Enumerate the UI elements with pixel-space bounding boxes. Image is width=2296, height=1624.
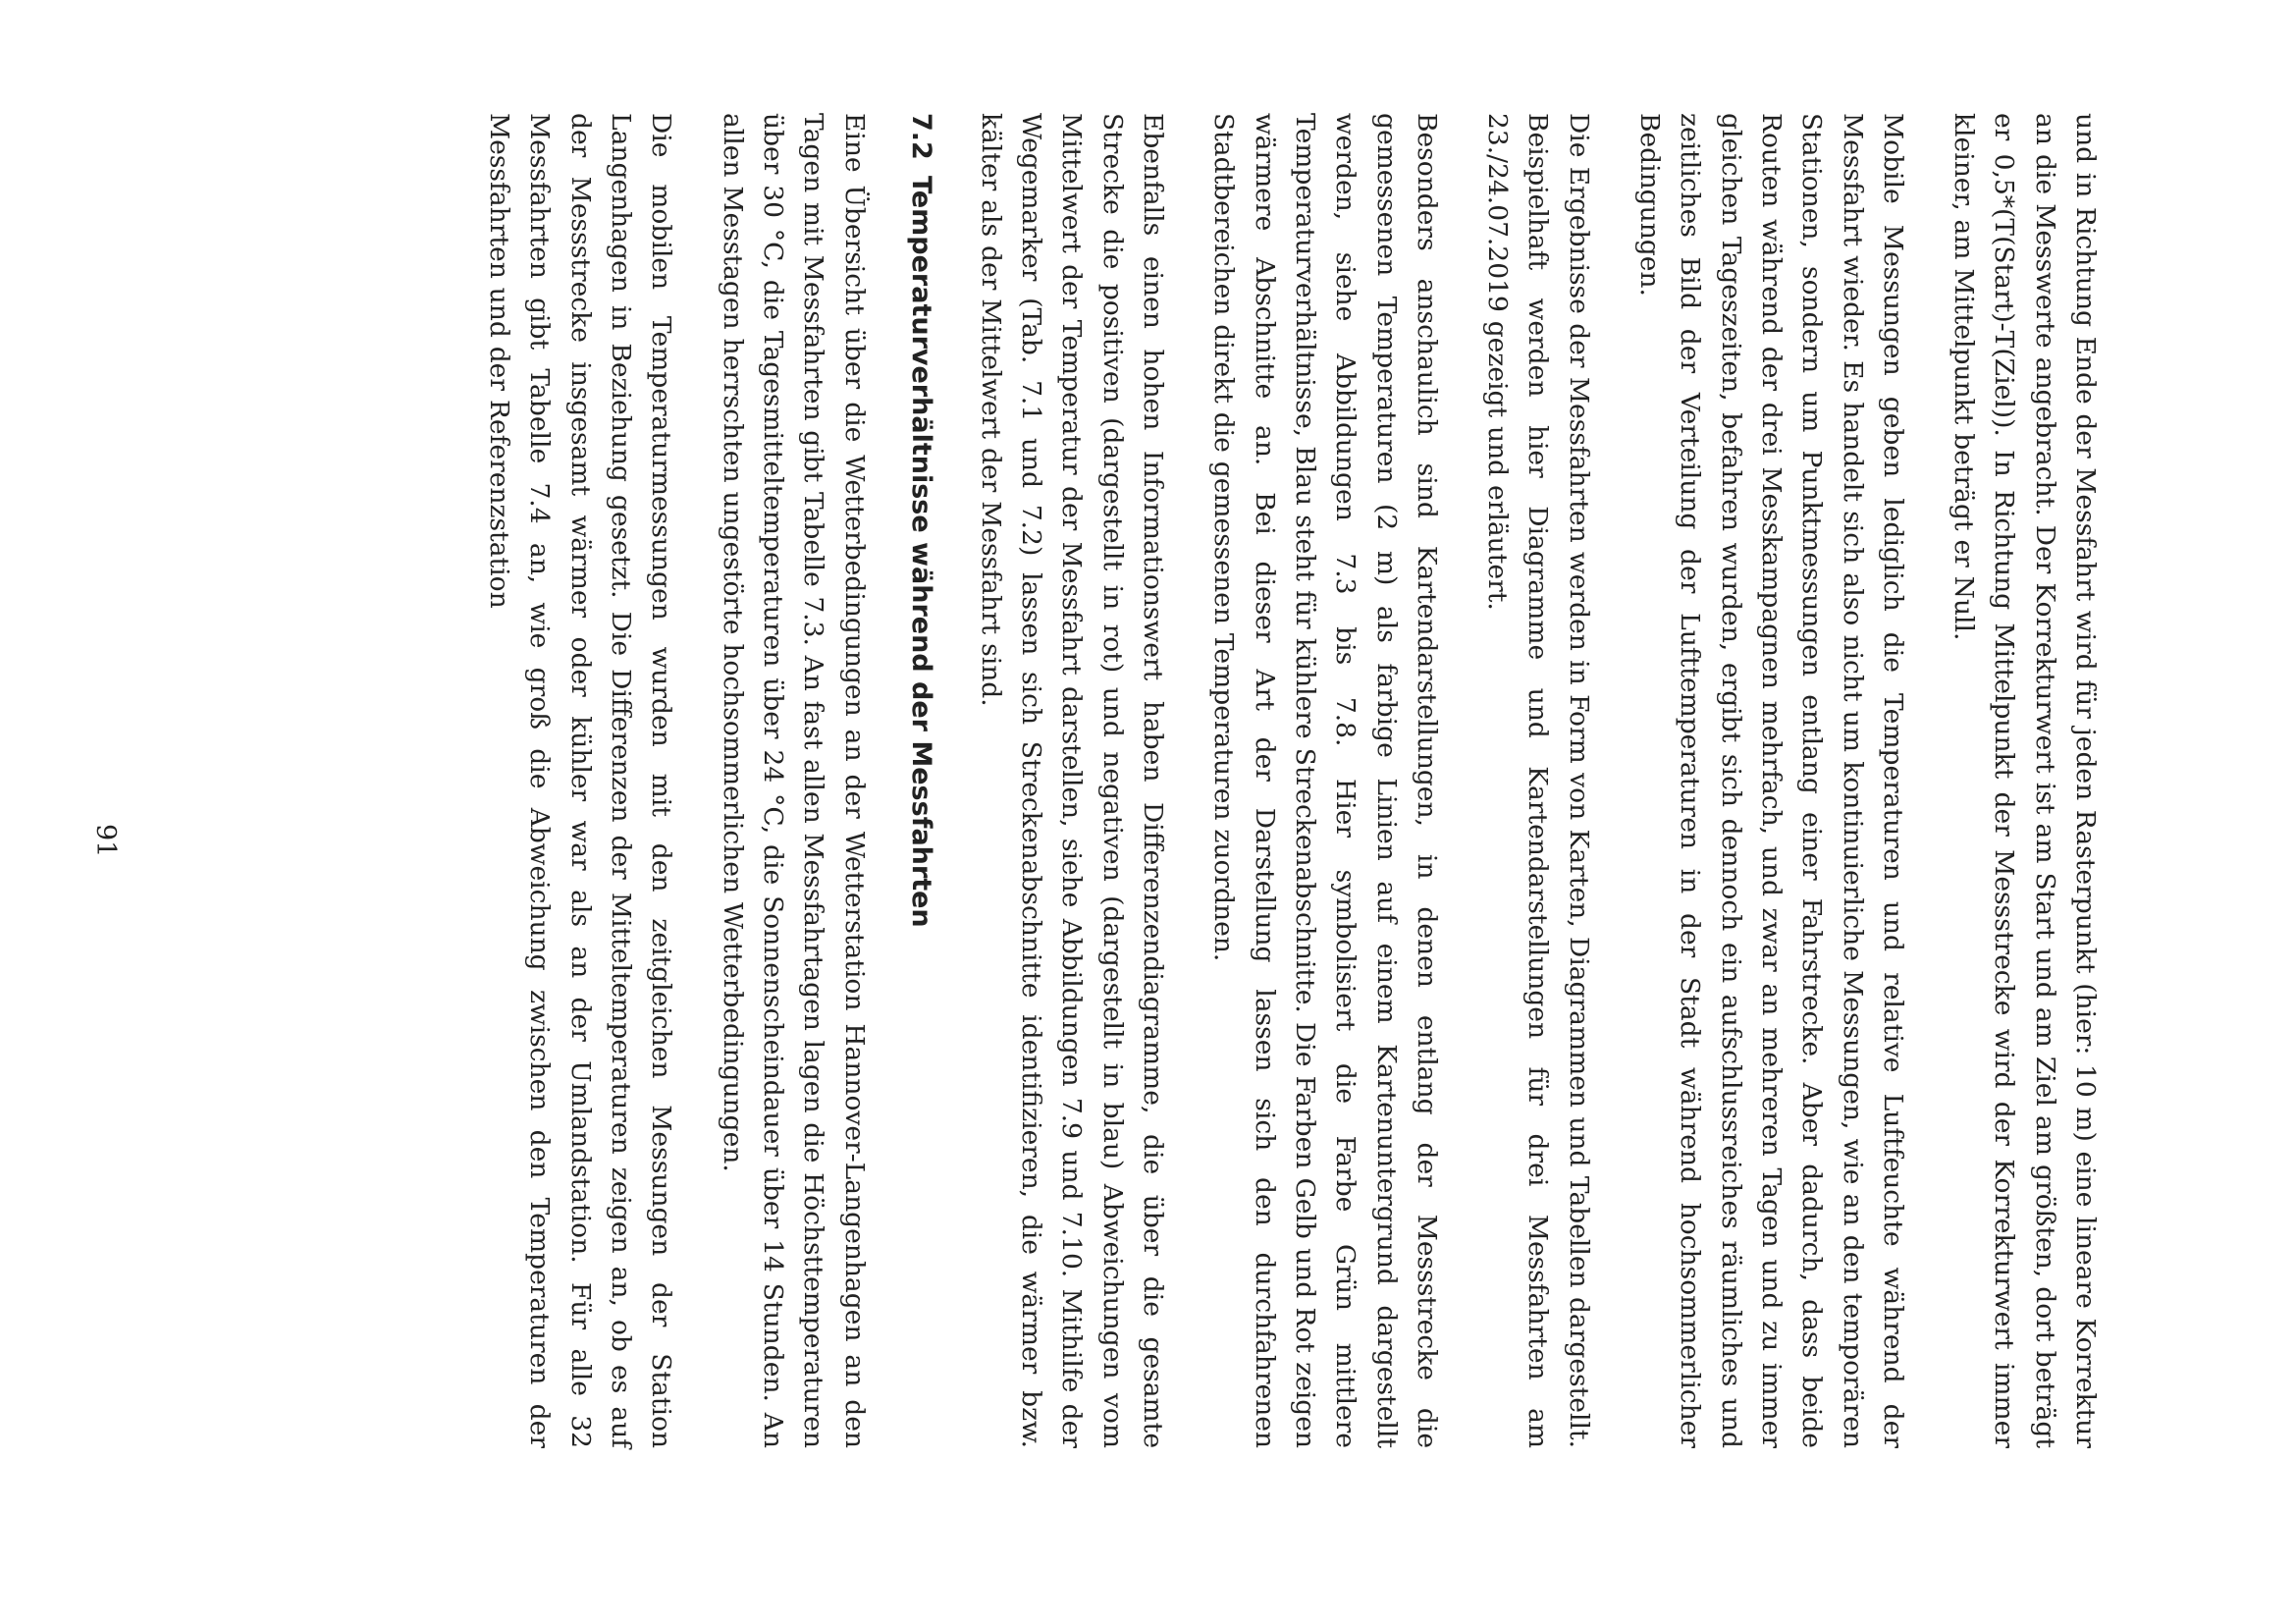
paragraph-ergebnisse: Die Ergebnisse der Messfahrten werden in Form von Karten, Diagrammen und Tabellen dargestellt. Beispielhaft werden hier Diagramme und Kartendarstellungen für drei Messfahrten am 23./24.07.2019 gezeigt und erläutert. bbox=[1482, 113, 1594, 1448]
paragraph-mobile-messungen: Mobile Messungen geben lediglich die Temperaturen und relative Luftfeuchte während der Messfahrt wieder. Es handelt sich also nicht um kontinuierliche Messungen, wie an den temporären Stationen, sondern um Punktmessungen entlang einer Fahrstrecke. Aber dadurch, dass beide Routen während der drei Messkampagnen mehrfach, und zwar an mehreren Tagen und zu immer gleichen Tageszeiten, befahren wurden, ergibt sich dennoch ein aufschlussreiches räumliches und zeitliches Bild der Verteilung der Lufttemperaturen in der Stadt während hochsommerlicher Bedingungen. bbox=[1634, 113, 1908, 1448]
section-title: Temperaturverhältnisse während der Messfahrten bbox=[905, 176, 936, 928]
paragraph-differenzendiagramme: Ebenfalls einen hohen Informationswert haben Differenzendiagramme, die über die gesamte Strecke die positiven (dargestellt in rot) und negativen (dargestellt in blau) Abweichungen vom Mittelwert der Temperatur der Messfahrt darstellen, siehe Abbildungen 7.9 und 7.10. Mithilfe der Wegemarker (Tab. 7.1 und 7.2) lassen sich Streckenabschnitte identifizieren, die wärmer bzw. kälter als der Mittelwert der Messfahrt sind. bbox=[975, 113, 1169, 1448]
section-number: 7.2 bbox=[905, 113, 936, 160]
page-number: 91 bbox=[90, 824, 121, 858]
paragraph-wetterbedingungen: Eine Übersicht über die Wetterbedingungen an der Wetterstation Hannover-Langenhagen an den Tagen mit Messfahrten gibt Tabelle 7.3. An fast allen Messfahrtagen lagen die Höchsttemperaturen über 30 °C, die Tagesmitteltemperaturen über 24 °C, die Sonnenscheindauer über 14 Stunden. An allen Messtagen herrschten ungestörte hochsommerlichen Wetterbedingungen. bbox=[717, 113, 870, 1448]
section-heading bbox=[901, 113, 940, 1448]
rotated-page-content bbox=[221, 113, 2106, 1448]
paragraph-korrektur: und in Richtung Ende der Messfahrt wird für jeden Rasterpunkt (hier: 10 m) eine lineare Korrektur an die Messwerte angebracht. Der Korrekturwert ist am Start und am Ziel am größten, dort beträgt er 0,5*(T(Start)-T(Ziel)). In Richtung Mittelpunkt der Messstrecke wird der Korrekturwert immer kleiner, am Mittelpunkt beträgt er Null. bbox=[1949, 113, 2101, 1448]
paragraph-kartendarstellungen: Besonders anschaulich sind Kartendarstellungen, in denen entlang der Messstrecke die gemessenen Temperaturen (2 m) als farbige Linien auf einem Kartenuntergrund dargestellt werden, siehe Abbildungen 7.3 bis 7.8. Hier symbolisiert die Farbe Grün mittlere Temperaturverhältnisse, Blau steht für kühlere Streckenabschnitte. Die Farben Gelb und Rot zeigen wärmere Abschnitte an. Bei dieser Art der Darstellung lassen sich den durchfahrenen Stadtbereichen direkt die gemessenen Temperaturen zuordnen. bbox=[1208, 113, 1442, 1448]
paragraph-mobile-temperaturmessungen: Die mobilen Temperaturmessungen wurden mit den zeitgleichen Messungen der Station Langenhagen in Beziehung gesetzt. Die Differenzen der Mitteltemperaturen zeigen an, ob es auf der Messstrecke insgesamt wärmer oder kühler war als an der Umlandstation. Für alle 32 Messfahrten gibt Tabelle 7.4 an, wie groß die Abweichung zwischen den Temperaturen der Messfahrten und der Referenzstation bbox=[484, 113, 677, 1448]
